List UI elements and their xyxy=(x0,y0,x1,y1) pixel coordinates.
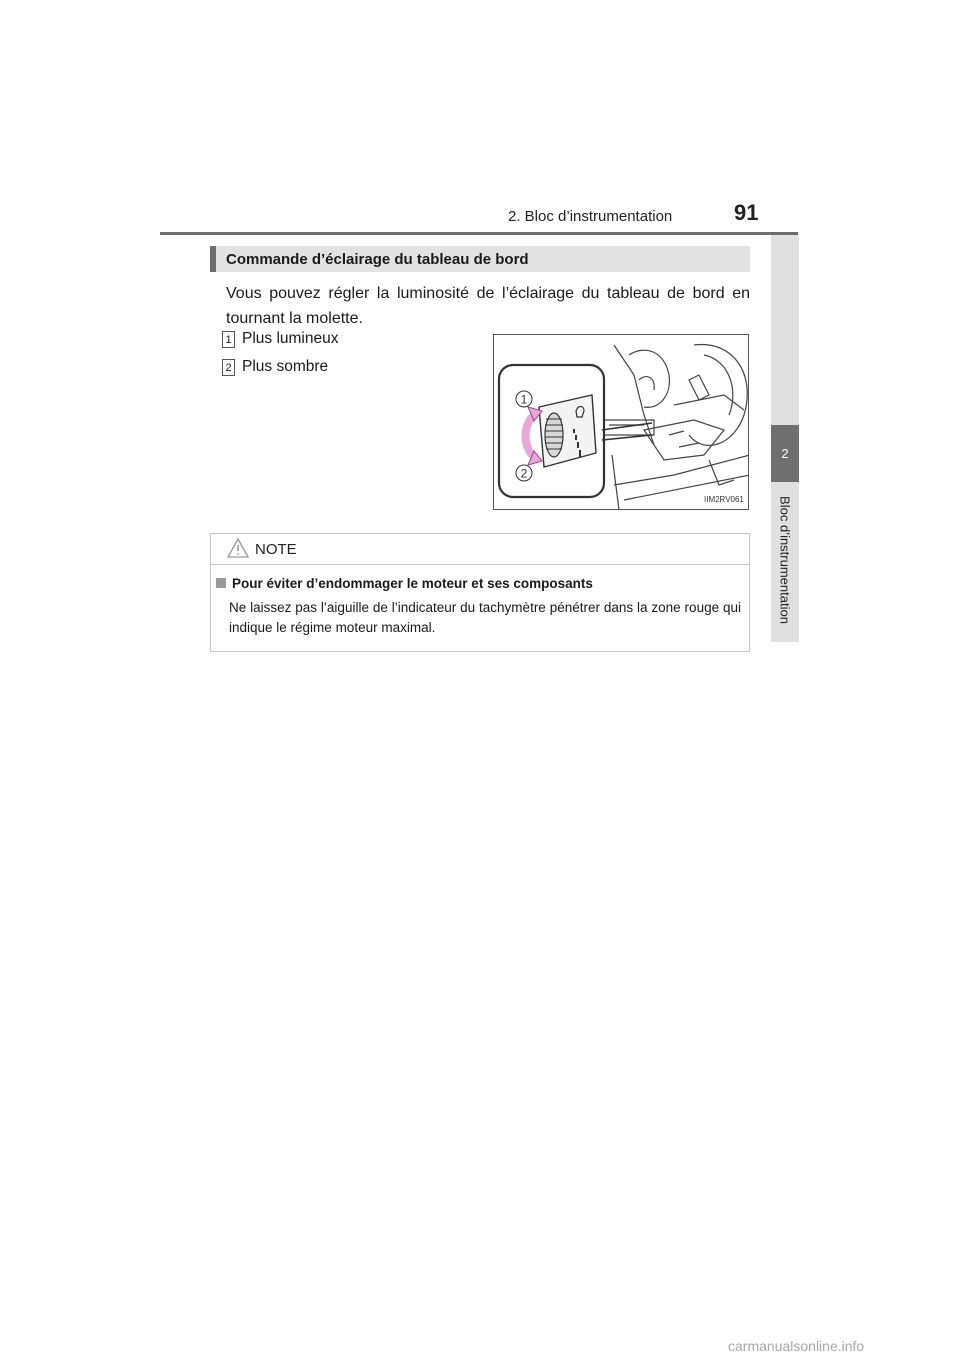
callout-panel xyxy=(499,365,652,497)
figure-code: IIM2RV061 xyxy=(704,495,744,504)
bullet-square-icon xyxy=(216,578,226,588)
chapter-tab-label: Bloc d’instrumentation xyxy=(777,496,793,624)
item-number-badge: 2 xyxy=(222,359,235,376)
item-number-badge: 1 xyxy=(222,331,235,348)
list-item xyxy=(222,358,328,376)
dashboard-line-drawing xyxy=(494,335,749,510)
side-rule-top xyxy=(771,235,799,425)
section-heading-bar xyxy=(210,246,750,272)
item-label: Plus lumineux xyxy=(242,330,339,347)
note-subheading xyxy=(216,576,593,591)
warning-triangle-icon xyxy=(227,537,249,559)
page-number: 91 xyxy=(734,200,759,225)
running-header: 2. Bloc d’instrumentation xyxy=(508,208,673,225)
note-subheading-text: Pour éviter d’endommager le moteur et ses composants xyxy=(232,576,593,591)
list-item xyxy=(222,330,339,348)
header-rule xyxy=(160,232,798,235)
section-heading-accent xyxy=(210,246,216,272)
item-label: Plus sombre xyxy=(242,358,329,375)
note-title: NOTE xyxy=(255,541,297,558)
section-body: Vous pouvez régler la luminosité de l’éclairage du tableau de bord en tournant la molette. xyxy=(226,285,750,327)
watermark: carmanualsonline.info xyxy=(728,1338,865,1354)
note-box xyxy=(210,533,750,652)
dashboard-dial-illustration xyxy=(493,334,749,510)
section-heading: Commande d’éclairage du tableau de bord xyxy=(226,251,529,268)
chapter-tab-number: 2 xyxy=(781,446,789,461)
note-header xyxy=(211,534,749,565)
note-body: Ne laissez pas l’aiguille de l’indicateur du tachymètre pénétrer dans la zone rouge qui indique le régime moteur maximal. xyxy=(229,600,741,635)
callout-1-label: 1 xyxy=(520,392,528,407)
callout-2-label: 2 xyxy=(520,466,528,481)
